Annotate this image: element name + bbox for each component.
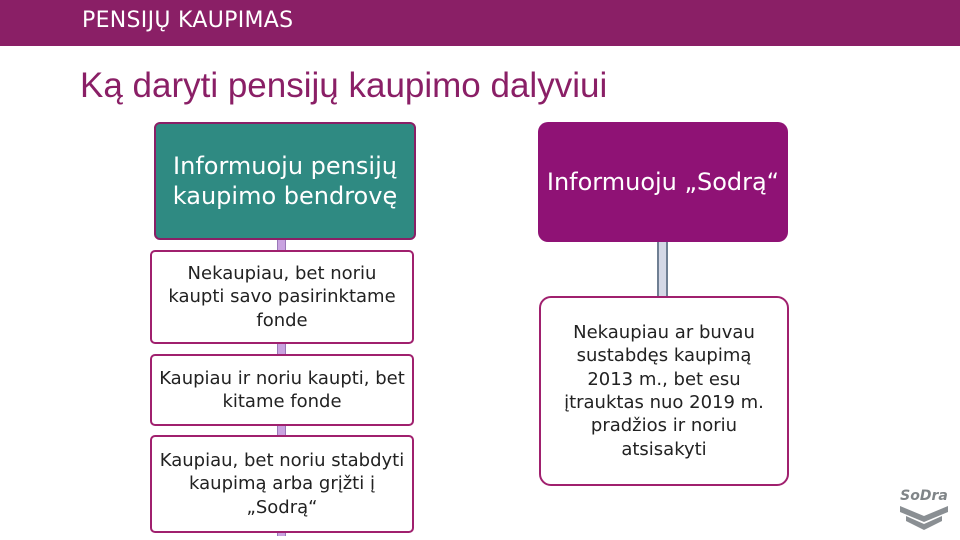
left-heading-box: Informuoju pensijų kaupimo bendrovę — [154, 122, 416, 240]
slide-title: Ką daryti pensijų kaupimo dalyviui — [80, 66, 608, 105]
right-heading-box: Informuoju „Sodrą“ — [538, 122, 788, 242]
left-option-3: Kaupiau, bet noriu stabdyti kaupimą arba grįžti į „Sodrą“ — [150, 435, 414, 533]
left-option-2: Kaupiau ir noriu kaupti, bet kitame fonde — [150, 354, 414, 426]
left-option-1: Nekaupiau, bet noriu kaupti savo pasirinktame fonde — [150, 250, 414, 344]
sodra-logo — [894, 488, 954, 534]
right-connector-line — [657, 240, 668, 300]
logo-wordmark: SoDra — [900, 488, 948, 504]
header-bar — [0, 0, 960, 46]
right-option-1: Nekaupiau ar buvau sustabdęs kaupimą 2013 m., bet esu įtrauktas nuo 2019 m. pradžios ir noriu atsisakyti — [539, 296, 789, 486]
section-title: PENSIJŲ KAUPIMAS — [82, 8, 294, 33]
logo-chevrons-icon — [894, 504, 954, 534]
